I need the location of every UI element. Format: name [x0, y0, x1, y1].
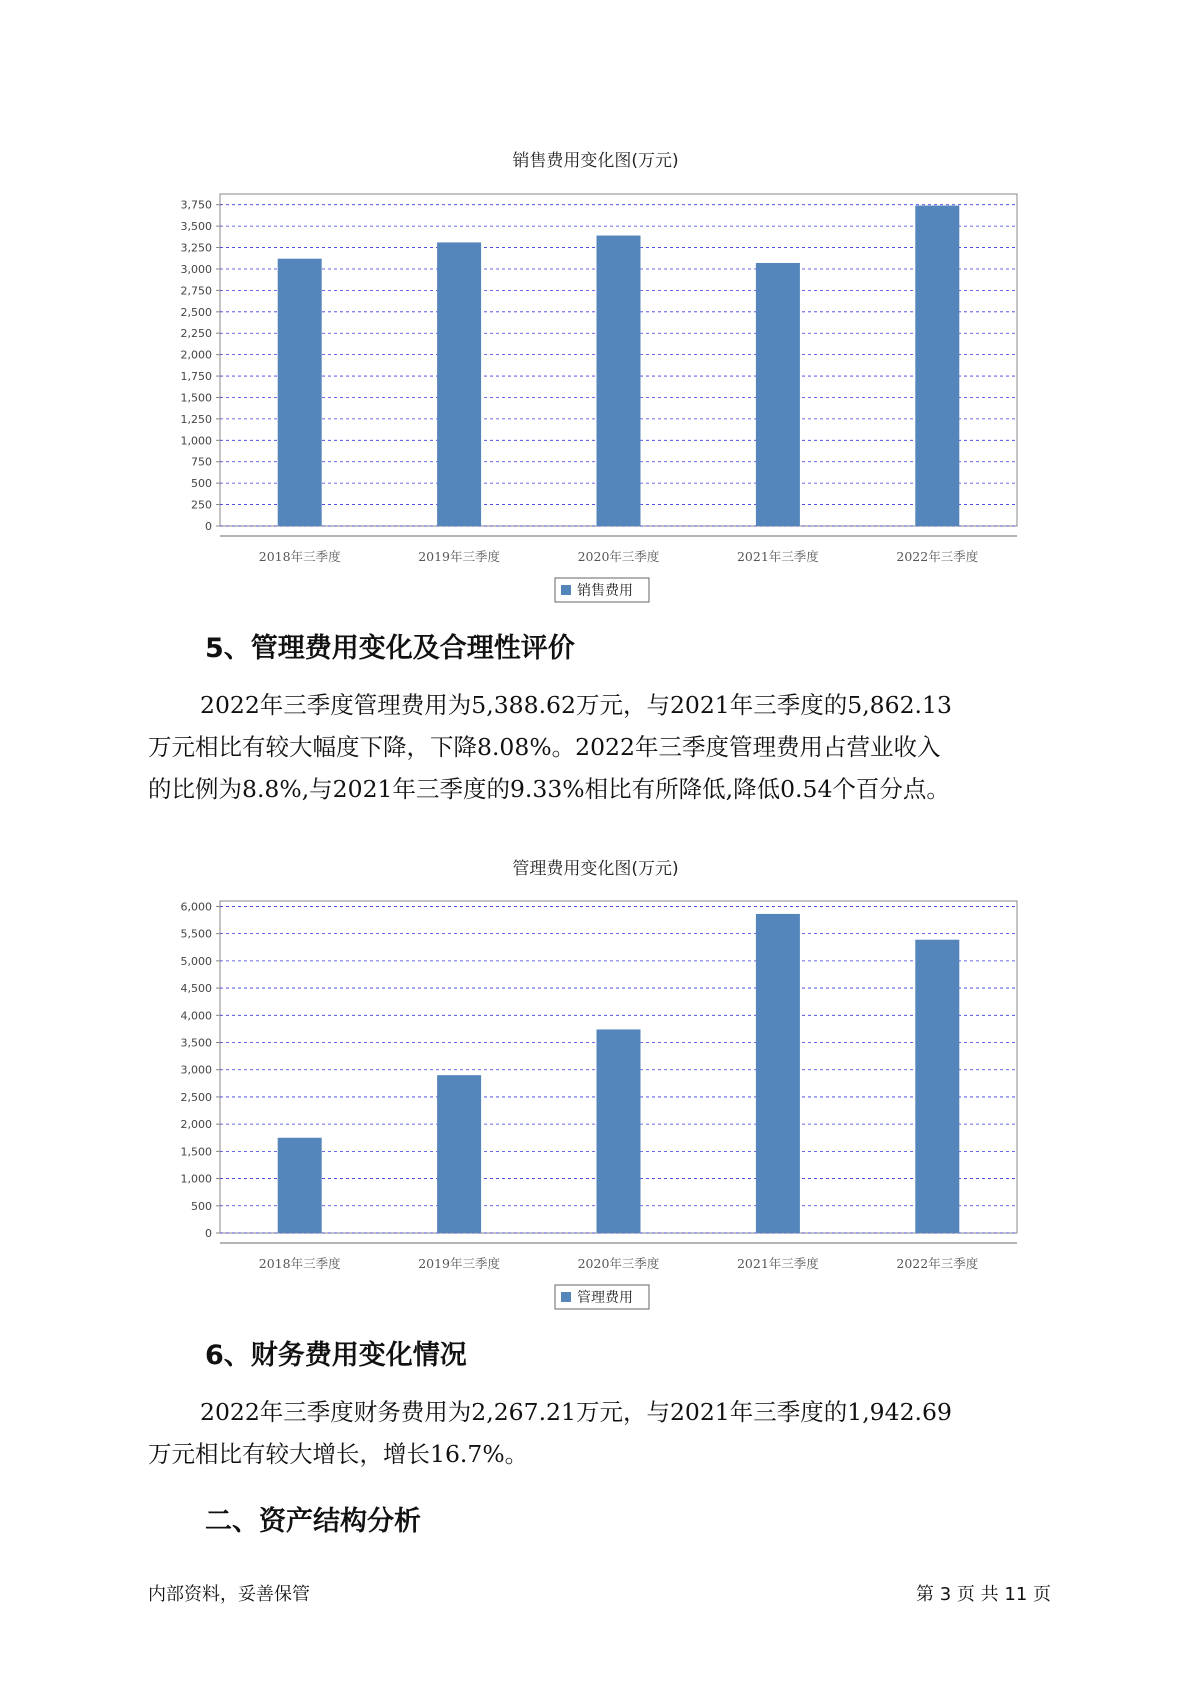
chart-title-admin: 管理费用变化图(万元): [512, 859, 679, 879]
y-tick-label: 2,000: [180, 348, 212, 362]
x-tick-label: 2019年三季度: [418, 549, 501, 564]
x-tick-label: 2020年三季度: [577, 549, 660, 564]
y-tick-label: 2,500: [180, 1090, 212, 1104]
y-tick-label: 2,500: [180, 305, 212, 319]
y-tick-label: 0: [205, 520, 212, 533]
y-tick-label: 3,750: [180, 198, 212, 212]
section-6-heading: 6、财务费用变化情况: [205, 1340, 467, 1371]
y-tick-label: 6,000: [180, 900, 212, 914]
legend-label: 销售费用: [577, 583, 633, 599]
y-tick-label: 3,250: [180, 241, 212, 255]
x-tick-label: 2019年三季度: [418, 1256, 501, 1271]
bar: [756, 914, 800, 1233]
bar: [597, 1029, 641, 1233]
sales-expense-chart: [0, 170, 1191, 599]
y-tick-label: 2,000: [180, 1118, 212, 1132]
y-tick-label: 3,500: [180, 220, 212, 234]
y-tick-label: 1,000: [180, 434, 212, 448]
footer-note: 内部资料，妥善保管: [148, 1584, 310, 1605]
x-tick-label: 2022年三季度: [896, 549, 979, 564]
bar: [437, 1075, 481, 1233]
section-6-paragraph: [148, 1391, 1048, 1475]
y-tick-label: 500: [191, 477, 212, 491]
paragraph-line: 的比例为8.8%,与2021年三季度的9.33%相比有所降低,降低0.54个百分点。: [148, 775, 950, 803]
x-tick-label: 2021年三季度: [736, 549, 819, 564]
y-tick-label: 1,250: [180, 412, 212, 426]
bar: [437, 242, 481, 526]
y-tick-label: 0: [205, 1227, 212, 1240]
y-tick-label: 4,500: [180, 982, 212, 996]
y-tick-label: 250: [191, 498, 212, 512]
legend-swatch: [561, 1292, 571, 1302]
bar: [915, 206, 959, 526]
paragraph-line: 2022年三季度管理费用为5,388.62万元，与2021年三季度的5,862.13: [200, 691, 952, 719]
x-tick-label: 2018年三季度: [258, 1256, 341, 1271]
y-tick-label: 750: [191, 455, 212, 469]
paragraph-line: 万元相比有较大幅度下降，下降8.08%。2022年三季度管理费用占营业收入: [148, 733, 941, 761]
x-tick-label: 2021年三季度: [736, 1256, 819, 1271]
x-tick-label: 2018年三季度: [258, 549, 341, 564]
section-2-heading: 二、资产结构分析: [205, 1506, 421, 1537]
y-tick-label: 1,500: [180, 1145, 212, 1159]
y-tick-label: 5,500: [180, 927, 212, 941]
y-tick-label: 3,500: [180, 1036, 212, 1050]
section-5-paragraph: [148, 684, 1048, 810]
y-tick-label: 500: [191, 1199, 212, 1213]
y-tick-label: 1,000: [180, 1172, 212, 1186]
bar: [756, 263, 800, 526]
y-tick-label: 2,750: [180, 284, 212, 298]
paragraph-line: 万元相比有较大增长，增长16.7%。: [148, 1440, 529, 1468]
y-tick-label: 1,500: [180, 391, 212, 405]
chart-title-sales: 销售费用变化图(万元): [512, 151, 679, 171]
bar: [597, 236, 641, 526]
paragraph-line: 2022年三季度财务费用为2,267.21万元，与2021年三季度的1,942.69: [200, 1398, 952, 1426]
legend-label: 管理费用: [577, 1290, 633, 1306]
bar: [278, 259, 322, 526]
y-tick-label: 2,250: [180, 327, 212, 341]
admin-expense-chart: [0, 877, 1191, 1306]
x-tick-label: 2022年三季度: [896, 1256, 979, 1271]
bar: [278, 1138, 322, 1233]
section-5-heading: 5、管理费用变化及合理性评价: [205, 633, 575, 664]
x-tick-label: 2020年三季度: [577, 1256, 660, 1271]
page-number: 第 3 页 共 11 页: [916, 1584, 1051, 1605]
y-tick-label: 3,000: [180, 1063, 212, 1077]
legend-swatch: [561, 585, 571, 595]
y-tick-label: 5,000: [180, 954, 212, 968]
bar: [915, 940, 959, 1233]
y-tick-label: 3,000: [180, 262, 212, 276]
y-tick-label: 4,000: [180, 1009, 212, 1023]
y-tick-label: 1,750: [180, 370, 212, 384]
